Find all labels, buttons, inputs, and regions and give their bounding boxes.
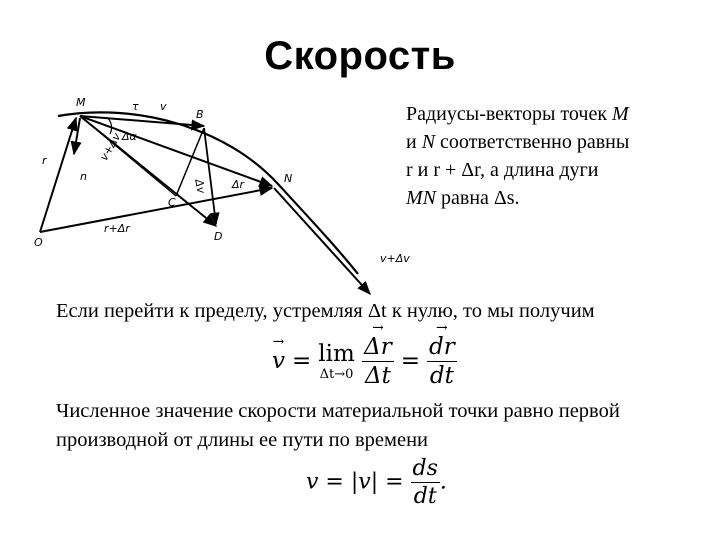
desc-line2-b: соответственно равны [435, 131, 630, 153]
formula-lim-word: lim [318, 341, 355, 367]
formula-den1: Δt [365, 363, 391, 389]
formula-lim-sub: Δt→0 [319, 367, 354, 382]
formula-eq1: = [292, 347, 312, 374]
speed-num: ds [412, 456, 438, 481]
desc-line2-a: и [406, 131, 422, 153]
delta-v-vector [204, 128, 216, 224]
slide-title: Скорость [264, 34, 456, 78]
label-m: M [76, 96, 86, 109]
formula-v: → v [272, 348, 285, 374]
label-delta-alpha: Δα [122, 130, 137, 143]
label-c: C [168, 196, 176, 209]
desc-line4-b: равна Δs. [436, 187, 520, 209]
label-r-plus-dr: r+Δr [104, 222, 130, 235]
formula-frac1 [362, 334, 394, 389]
velocity-vector-diagram [28, 84, 428, 299]
label-o: O [34, 236, 43, 249]
formula-num2: → dr [429, 334, 455, 360]
label-dv: Δv [192, 178, 208, 195]
description-text [406, 100, 696, 212]
label-v-plus-dv-end: v+Δv [380, 252, 410, 265]
desc-point-n: N [421, 131, 436, 153]
label-r: r [42, 154, 47, 167]
radius-vector-r-plus-dr [40, 188, 272, 232]
speed-frac [411, 456, 440, 509]
speed-formula-end: . [439, 469, 447, 495]
formula-frac2 [427, 334, 457, 389]
speed-paragraph: Численное значение скорости материальной точки равно первой производной от длины ее пути по времени [56, 400, 620, 451]
velocity-limit-formula [272, 334, 457, 389]
label-b: B [196, 108, 204, 121]
desc-arc-mn: MN [406, 187, 436, 209]
formula-eq2: = [400, 347, 421, 374]
desc-line1-a: Радиусы-векторы точек [406, 103, 613, 125]
formula-den2: dt [429, 363, 454, 389]
label-v-plus-dv: v+Δv [97, 130, 124, 163]
speed-den: dt [413, 484, 437, 509]
velocity-end-vector [274, 188, 370, 294]
label-v: v [160, 100, 167, 113]
radius-vector-r [40, 118, 76, 232]
trajectory-curve [58, 112, 358, 274]
label-d: D [214, 230, 223, 243]
label-n-vector: n [80, 170, 87, 183]
speed-formula-lhs: v = |v| = [306, 469, 404, 495]
formula-num1: → Δr [364, 334, 392, 360]
desc-point-m: M [612, 103, 629, 125]
limit-paragraph: Если перейти к пределу, устремляя Δt к нулю, то мы получим [56, 300, 595, 322]
speed-formula [306, 456, 447, 509]
mc-line [80, 116, 176, 196]
label-dr: Δr [232, 178, 245, 191]
label-tau: τ [132, 100, 139, 113]
velocity-v-vector [80, 116, 204, 126]
formula-lim [318, 341, 355, 382]
label-n: N [284, 172, 293, 185]
desc-line3: r и r + Δr, а длина дуги [406, 159, 599, 181]
